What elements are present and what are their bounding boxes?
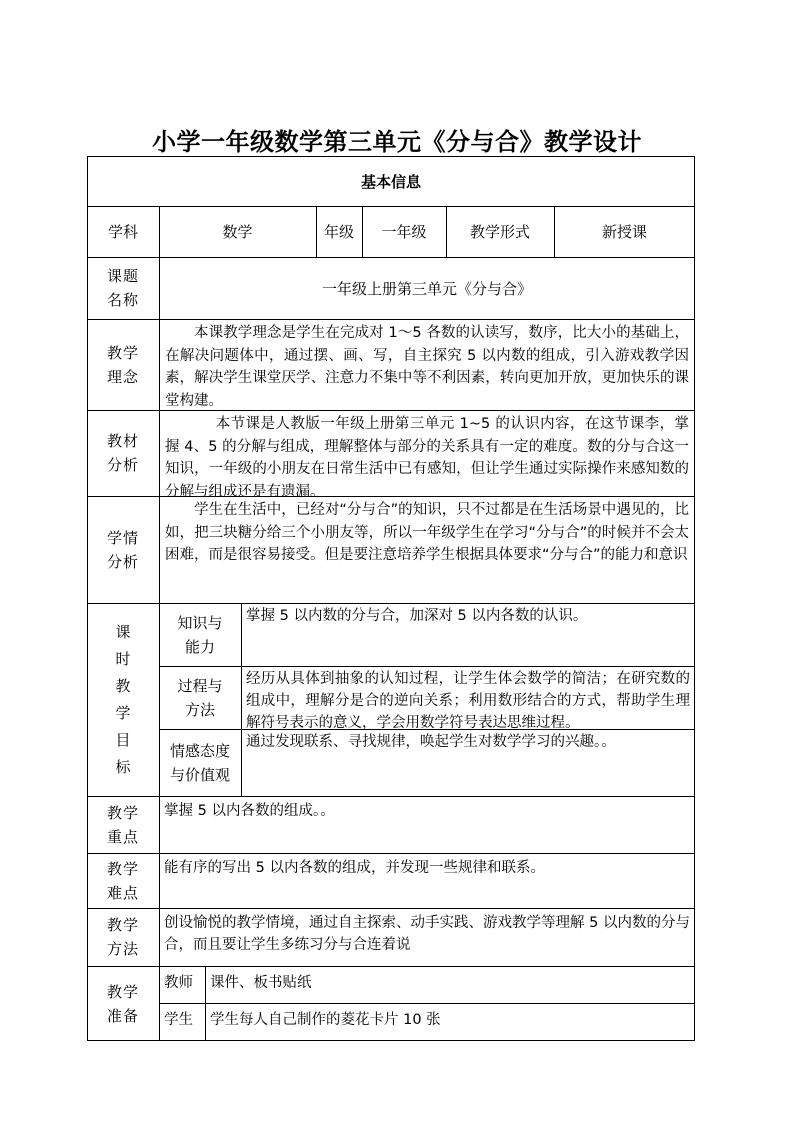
label-char: 课 [115,622,131,641]
label-line: 分析 [106,552,139,571]
label-line: 与价值观 [169,765,230,784]
label-line: 重点 [106,827,139,846]
difficulty-label [87,853,159,908]
label-line: 学情 [106,528,139,547]
prep-label [87,966,159,1041]
label-char: 时 [115,649,131,668]
label-line: 情感态度 [169,741,230,760]
grade-label: 年级 [323,223,354,241]
learner-text: 学生在生活中，已经对“分与合”的知识，只不过都是在生活场景中遇见的，比如，把三块糖分给三个小朋友等，所以一年级学生在学习“分与合”的时候并不会太困难，而是很容易接受。但是要注意培养学生根据具体要求“分与合”的能力和意识 [165,502,689,563]
objectives-label [87,603,159,796]
label-char: 教 [115,676,131,695]
table-border-bottom [87,1040,695,1041]
material-text: 本节课是人教版一年级上册第三单元 1~5 的认识内容，在这节课李，掌握 4、5 的分解与组成，理解整体与部分的关系具有一定的难度。数的分与合这一知识，一年级的小朋友在日常生活中已有感知，但让学生通过实际操作来感知数的分解与组成还是有遗漏。 [165,416,689,500]
label-line: 分析 [106,456,139,474]
lesson-name-value: 一年级上册第三单元《分与合》 [321,279,532,298]
label-line: 教学 [106,859,139,878]
form-label: 教学形式 [469,223,530,241]
label-line: 教学 [106,803,139,822]
subject-value: 数学 [222,223,253,241]
prep-teacher-value: 课件、板书贴纸 [210,975,312,991]
objective-knowledge-label [159,603,241,666]
prep-teacher-label: 教师 [164,975,193,991]
section-header: 基本信息 [360,172,421,191]
label-char: 目 [115,730,131,749]
philosophy-text: 本课教学理念是学生在完成对 1～5 各数的认读写，数序，比大小的基础上，在解决问题体中，通过摆、画、写，自主探究 5 以内数的组成，引入游戏教学因素，解决学生课堂厌学、注意力不集中等不利因素，转向更加开放，更加快乐的课堂构建。 [165,325,689,409]
objective-process-label [159,666,241,729]
label-line: 知识与 [177,613,223,632]
label-line: 难点 [106,883,139,902]
label-line: 过程与 [177,676,223,695]
prep-student-label: 学生 [164,1012,193,1028]
objective-process-text: 经历从具体到抽象的认知过程，让学生体会数学的简洁；在研究数的组成中，理解分是合的逆向关系；利用数形结合的方式，帮助学生理解符号表示的意义，学会用数学符号表达思维过程。 [246,671,690,731]
label-line: 教学 [106,343,139,362]
method-label [87,908,159,966]
lesson-plan-table [87,156,695,1041]
key-point-text: 掌握 5 以内各数的组成。。 [164,803,335,819]
label-line: 理念 [106,367,139,386]
label-line: 教学 [106,916,139,934]
grade-value: 一年级 [381,223,427,241]
lesson-name-label [87,257,159,319]
philosophy-label [87,319,159,410]
label-char: 标 [115,757,131,776]
objective-attitude-text: 通过发现联系、寻找规律，唤起学生对数学学习的兴趣。。 [246,734,616,750]
prep-student-value: 学生每人自己制作的菱花卡片 10 张 [210,1012,441,1028]
label-char: 学 [115,703,131,722]
label-line: 方法 [184,700,215,719]
label-line: 课题 [106,267,139,285]
form-value: 新授课 [601,223,647,241]
key-point-label [87,796,159,853]
label-line: 方法 [106,940,139,958]
difficulty-text: 能有序的写出 5 以内各数的组成，并发现一些规律和联系。 [164,860,545,876]
objective-knowledge-text: 掌握 5 以内数的分与合，加深对 5 以内各数的认识。 [246,608,588,624]
label-line: 准备 [106,1006,139,1025]
material-label [87,410,159,496]
document-title: 小学一年级数学第三单元《分与合》教学设计 [152,128,642,156]
method-text: 创设愉悦的教学情境，通过自主探索、动手实践、游戏教学等理解 5 以内数的分与合，而且要让学生多练习分与合连着说 [164,915,690,953]
learner-label [87,496,159,603]
label-line: 教材 [106,432,139,450]
label-line: 能力 [184,637,215,656]
label-line: 名称 [106,291,139,309]
objective-attitude-label [159,729,241,796]
subject-label: 学科 [107,223,138,241]
label-line: 教学 [106,982,139,1001]
